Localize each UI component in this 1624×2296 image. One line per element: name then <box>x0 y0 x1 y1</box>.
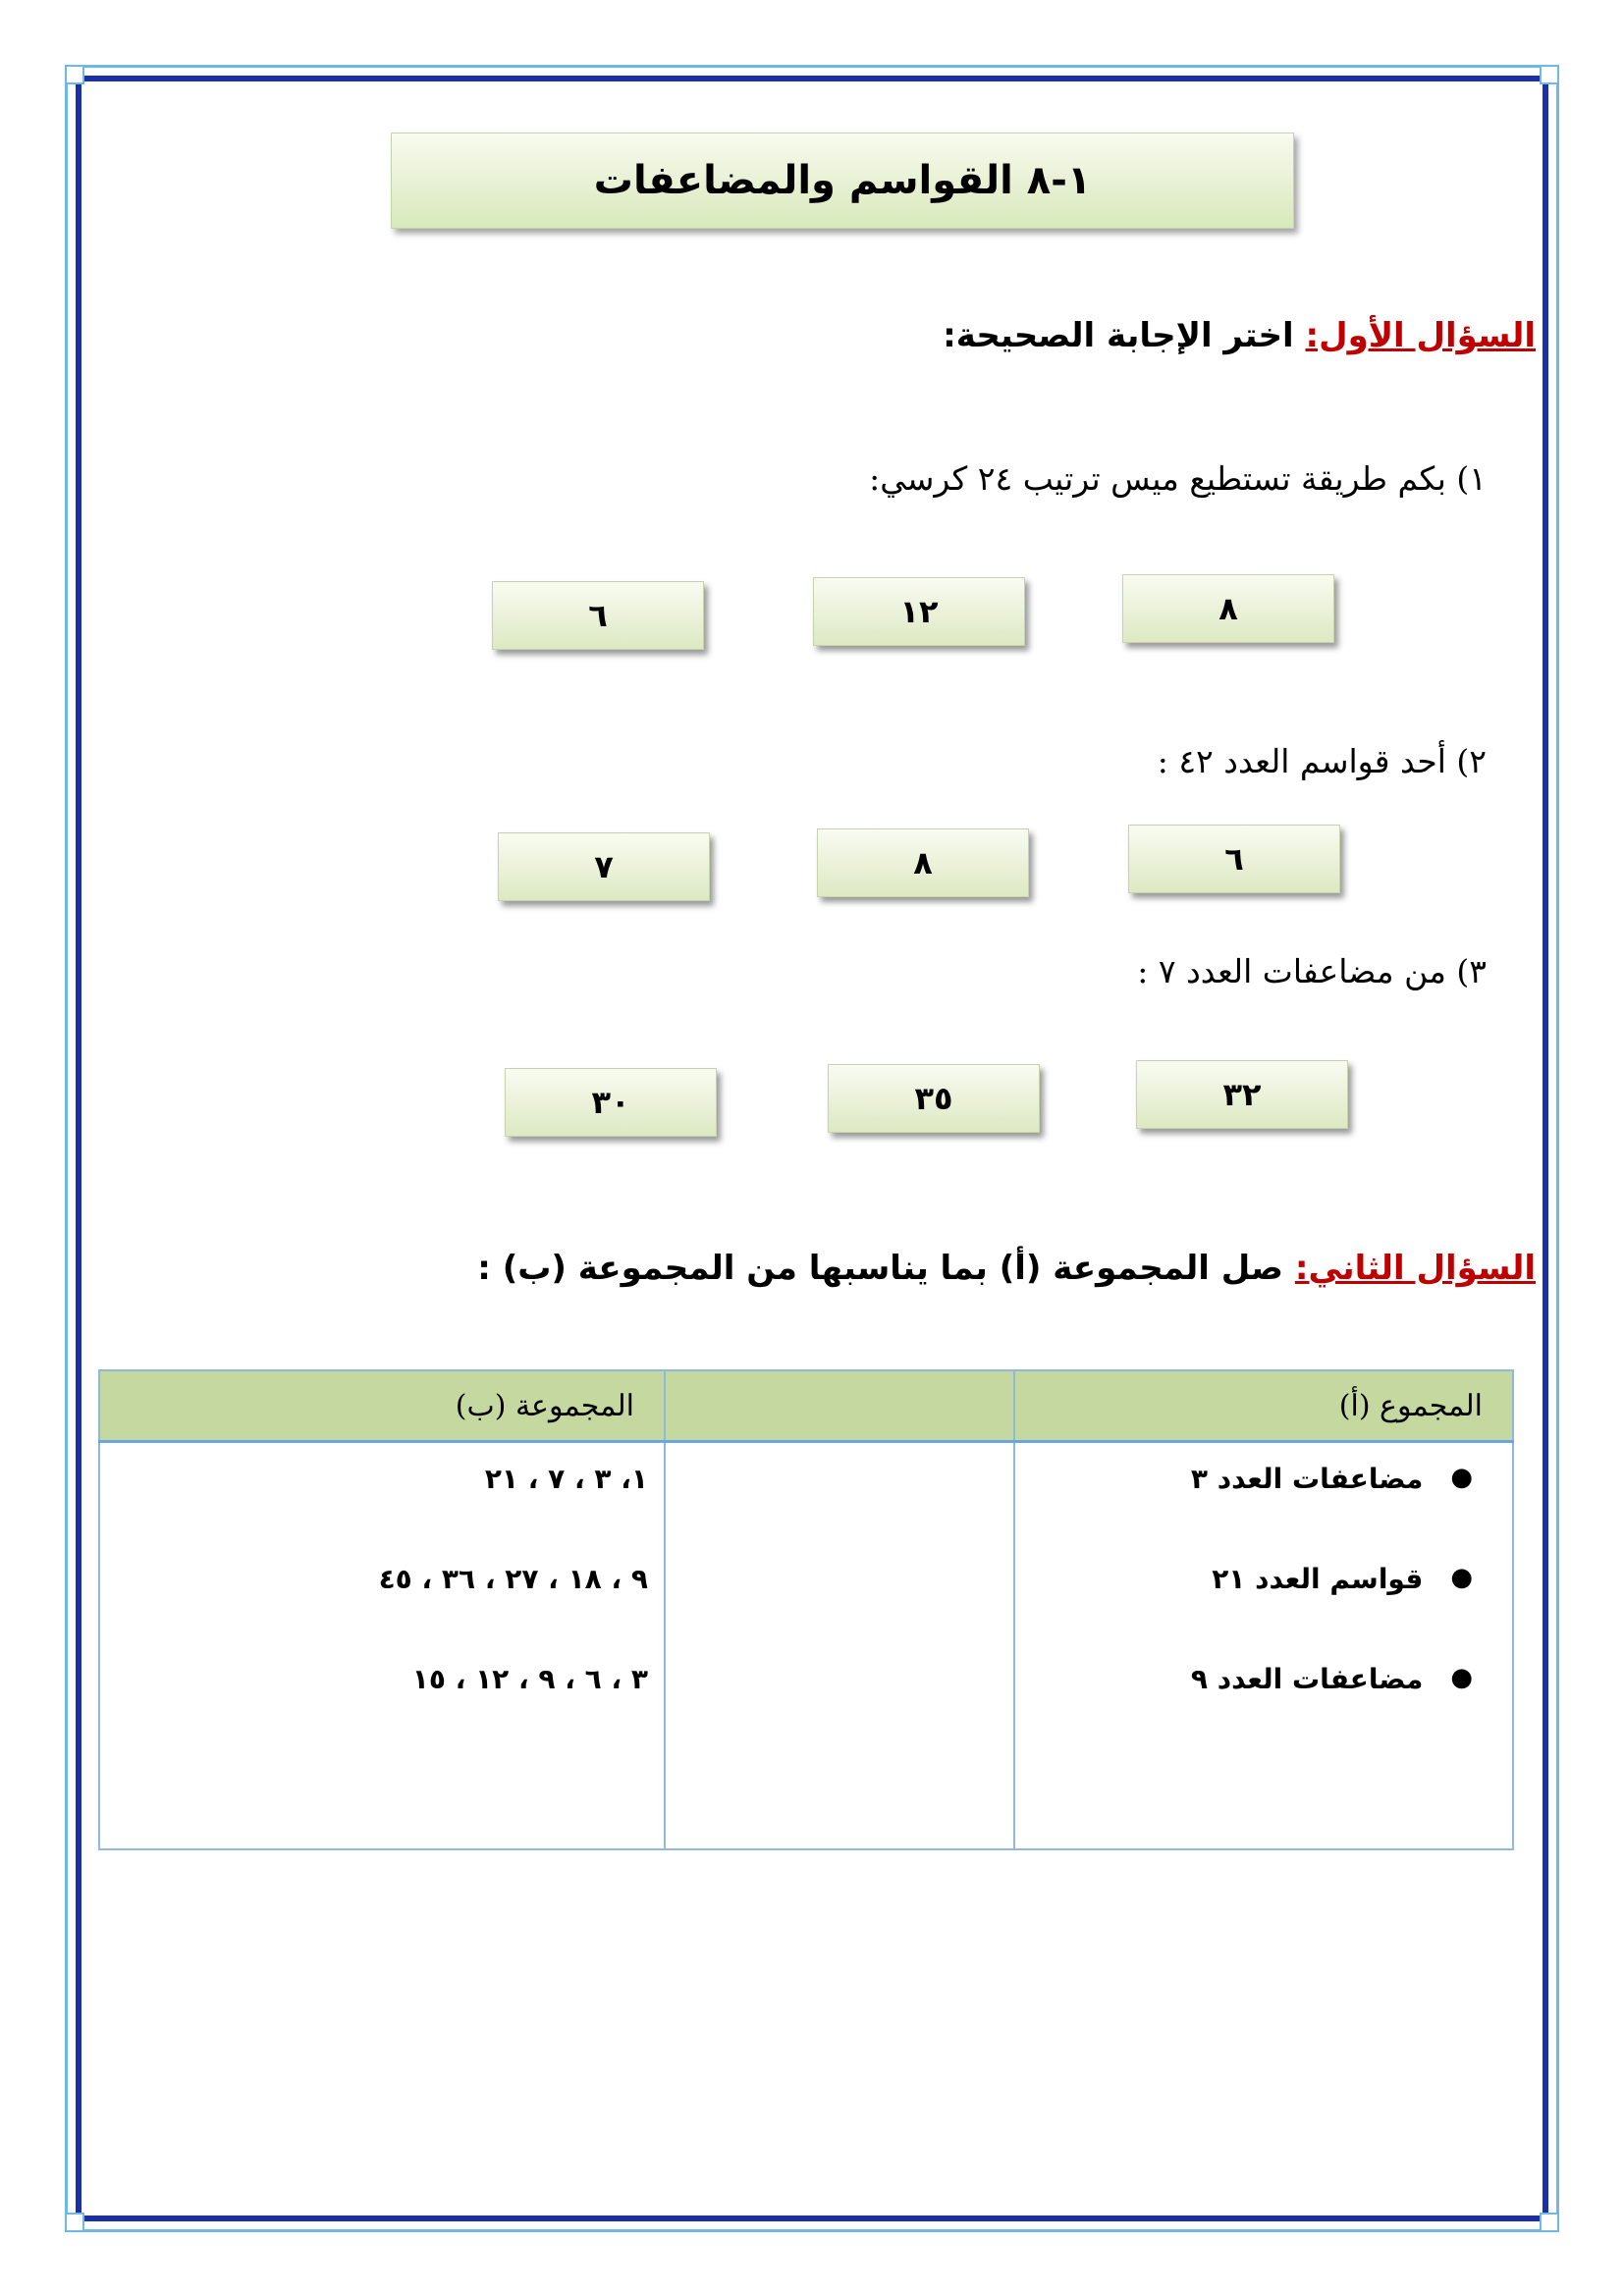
matching-table <box>98 1369 1514 1850</box>
question-1-instruction: اختر الإجابة الصحيحة: <box>943 316 1306 355</box>
option-1-2-b[interactable]: ٨ <box>817 828 1029 897</box>
table-header-row <box>99 1370 1513 1442</box>
bullet-icon: ● <box>1450 1663 1473 1692</box>
page-border-inner <box>76 76 1548 2221</box>
border-corner <box>1540 65 1559 84</box>
question-1-1-text: ١) بكم طريقة تستطيع ميس ترتيب ٢٤ كرسي: <box>869 459 1487 498</box>
group-a-cell <box>1014 1442 1513 1850</box>
header-group-b: المجموعة (ب) <box>99 1370 665 1442</box>
group-b-item[interactable]: ٩ ، ١٨ ، ٢٧ ، ٣٦ ، ٤٥ <box>378 1563 648 1595</box>
question-2-instruction: صل المجموعة (أ) بما يناسبها من المجموعة (ب) : <box>477 1249 1295 1288</box>
option-1-1-c[interactable]: ٦ <box>492 581 704 650</box>
bullet-icon: ● <box>1450 1563 1473 1592</box>
option-1-1-a[interactable]: ٨ <box>1122 574 1334 643</box>
option-1-3-a[interactable]: ٣٢ <box>1136 1060 1348 1129</box>
option-1-2-c[interactable]: ٧ <box>498 832 710 901</box>
matching-area-cell[interactable] <box>665 1442 1014 1850</box>
option-1-2-a[interactable]: ٦ <box>1128 825 1340 893</box>
group-a-item[interactable]: ● مضاعفات العدد ٩ <box>1190 1663 1473 1695</box>
question-1-3-text: ٣) من مضاعفات العدد ٧ : <box>1137 952 1487 990</box>
group-a-item[interactable]: ● قواسم العدد ٢١ <box>1212 1563 1473 1595</box>
header-group-a: المجموع (أ) <box>1014 1370 1513 1442</box>
table-row <box>99 1442 1513 1850</box>
lesson-title: ١-٨ القواسم والمضاعفات <box>593 158 1092 203</box>
group-b-item[interactable]: ٣ ، ٦ ، ٩ ، ١٢ ، ١٥ <box>411 1663 648 1695</box>
border-corner <box>65 65 84 84</box>
question-1-label: السؤال الأول: <box>1305 316 1536 355</box>
header-middle <box>665 1370 1014 1442</box>
option-1-3-c[interactable]: ٣٠ <box>505 1068 717 1137</box>
question-1-2-text: ٢) أحد قواسم العدد ٤٢ : <box>1157 742 1487 780</box>
bullet-icon: ● <box>1450 1463 1473 1492</box>
group-b-cell <box>99 1442 665 1850</box>
option-1-3-b[interactable]: ٣٥ <box>828 1064 1040 1133</box>
group-a-item[interactable]: ● مضاعفات العدد ٣ <box>1190 1463 1473 1495</box>
question-2-heading <box>477 1249 1536 1288</box>
question-1-heading <box>943 316 1536 355</box>
option-1-1-b[interactable]: ١٢ <box>813 577 1025 646</box>
group-b-item[interactable]: ١، ٣ ، ٧ ، ٢١ <box>484 1463 648 1495</box>
border-corner <box>1540 2213 1559 2232</box>
question-2-label: السؤال الثاني: <box>1294 1249 1536 1288</box>
border-corner <box>65 2213 84 2232</box>
lesson-title-box <box>391 133 1294 229</box>
